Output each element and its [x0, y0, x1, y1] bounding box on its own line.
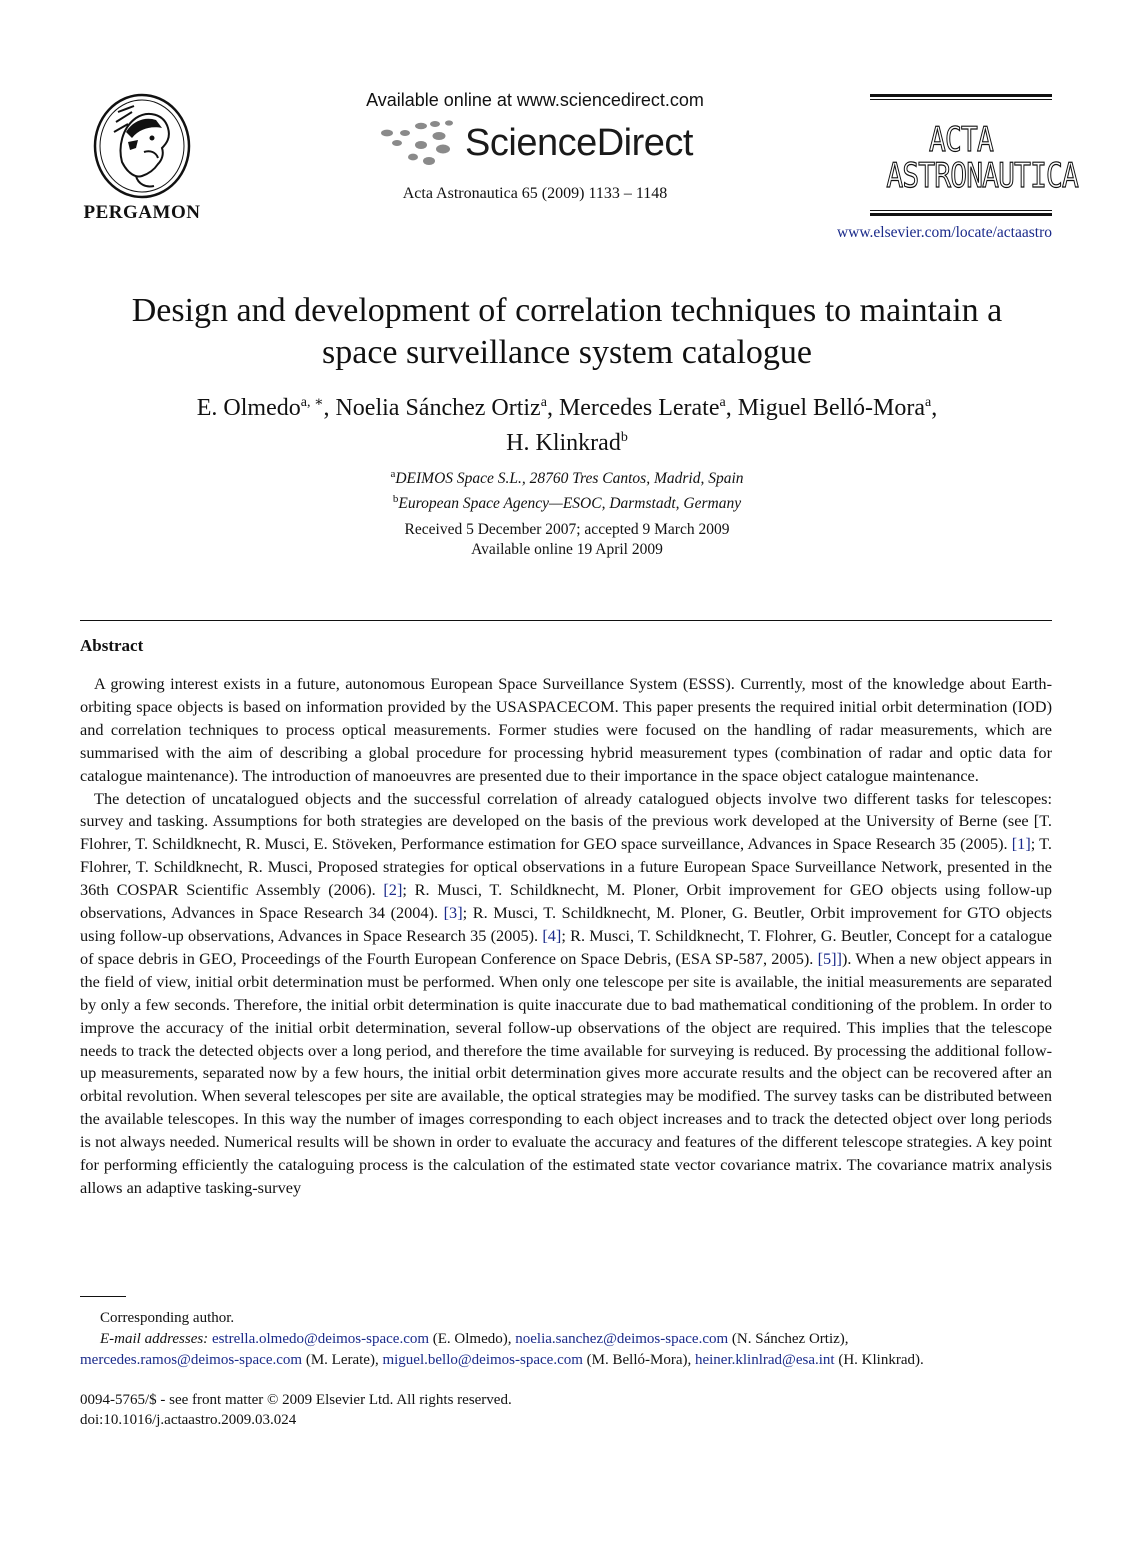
- abstract-paragraph: A growing interest exists in a future, autonomous European Space Surveillance System (ESSS). Currently, most of the knowledge about Earth-orbiting space objects is based on information provided by the USASPACECOM. This paper presents the required initial orbit determination (IOD) and correlation techniques to process optical measurements. Former studies were focused on the handling of radar measurements, which are summarised with the aim of describing a global procedure for processing hybrid measurement types (combination of radar and optic data for catalogue maintenance). The introduction of manoeuvres are presented due to their importance in the space object catalogue maintenance.: [80, 674, 1052, 785]
- logo-rule: [870, 213, 1052, 216]
- footnote-rule: [80, 1296, 126, 1297]
- online-date: Available online 19 April 2009: [471, 541, 663, 558]
- abstract-body: [80, 673, 1052, 1200]
- reference-link[interactable]: [1]: [1011, 834, 1031, 854]
- author-name: E. Olmedo: [196, 395, 301, 421]
- logo-rule: [870, 210, 1052, 211]
- publisher-logo: [80, 92, 204, 224]
- sciencedirect-wordmark: ScienceDirect: [465, 121, 693, 164]
- reference-link[interactable]: [2]: [383, 880, 403, 900]
- title-line: space surveillance system catalogue: [322, 334, 812, 371]
- logo-rule: [870, 94, 1052, 97]
- copyright-block: [80, 1390, 1052, 1430]
- sciencedirect-dots-icon: [377, 119, 459, 167]
- author-list: E. Olmedo$^{a, ∗}$, Noelia Sánchez Ortiz$^a$, Mercedes Lerate$^a$, Miguel Belló-Mora$^a$, H. Klinkrad$^b$: [196, 395, 938, 456]
- affiliations: [60, 464, 1074, 514]
- abstract-paragraph: The detection of uncatalogued objects and the successful correlation of already catalogued objects involve two different tasks for telescopes: survey and tasking. Assumptions for both strategies are developed on the basis of the previous work developed at the University of Berne (see [T. Flohrer, T. Schildknecht, R. Musci, E. Stöveken, Performance estimation for GEO space surveillance, Advances in Space Research 35 (2005). [1]; T. Flohrer, T. Schildknecht, R. Musci, Proposed strategies for optical observations in a future European Space Surveillance Network, presented in the 36th COSPAR Scientific Assembly (2006). [2]; R. Musci, T. Schildknecht, M. Ploner, Orbit improvement for GEO objects using follow-up observations, Advances in Space Research 34 (2004). [3]; R. Musci, T. Schildknecht, M. Ploner, G. Beutler, Orbit improvement for GTO objects using follow-up observations, Advances in Space Research 35 (2005). [4]; R. Musci, T. Schildknecht, T. Flohrer, G. Beutler, Concept for a catalogue of space debris in GEO, Proceedings of the Fourth European Conference on Space Debris, (ESA SP-587, 2005). [5]]). When a new object appears in the field of view, initial orbit determination must be performed. When only one telescope per site is available, the initial measurements are separated by only a few seconds. Therefore, the initial orbit determination is quite inaccurate due to bad mathematical conditioning of the problem. In order to improve the accuracy of the initial orbit determination, several follow-up observations of the object are required. This implies that the telescope needs to track the detected objects over a long period, and therefore the time available for surveying is reduced. By processing the additional follow-up measurements, separated now by a few hours, the initial orbit determination gives more accurate results and the object can be recovered after an orbital revolution. When several telescopes per site are available, the optical strategies may be modified. The survey tasks can be distributed between the available telescopes. In this way the number of images corresponding to each object increases and to track the detected object over long periods is not always needed. Numerical results will be shown in order to evaluate the accuracy and features of the different telescope strategies. A key point for performing efficiently the cataloguing process is the calculation of the estimated state vector covariance matrix. The covariance matrix analysis allows an adaptive tasking-survey: [80, 788, 1053, 1197]
- author-name: Noelia Sánchez Ortiz: [335, 395, 541, 421]
- reference-link[interactable]: [3]: [443, 903, 463, 923]
- reference-link[interactable]: [4]: [542, 925, 562, 945]
- footnotes: [80, 1308, 1052, 1371]
- email-link[interactable]: noelia.sanchez@deimos-space.com: [515, 1331, 729, 1347]
- corresponding-author-note: Corresponding author.: [100, 1310, 235, 1326]
- received-date: Received 5 December 2007; accepted 9 March 2009: [404, 521, 730, 538]
- doi: doi:10.1016/j.actaastro.2009.03.024: [80, 1412, 297, 1428]
- paper-title: [60, 290, 1074, 374]
- email-label: E-mail addresses:: [100, 1331, 209, 1347]
- abstract-heading: Abstract: [80, 636, 144, 655]
- logo-rule: [870, 99, 1052, 100]
- affiliation-text: European Space Agency—ESOC, Darmstadt, Germany: [398, 495, 742, 513]
- affiliation-mark: a: [390, 468, 396, 480]
- journal-logo: [870, 92, 1078, 218]
- article-history: [60, 520, 1074, 560]
- publisher-name: PERGAMON: [83, 202, 201, 223]
- divider: [80, 620, 1052, 621]
- available-online-text: Available online at www.sciencedirect.com: [366, 90, 704, 110]
- journal-citation: Acta Astronautica 65 (2009) 1133 – 1148: [402, 185, 668, 202]
- author-name: H. Klinkrad: [506, 430, 621, 456]
- journal-url[interactable]: www.elsevier.com/locate/actaastro: [836, 224, 1052, 241]
- title-line: Design and development of correlation techniques to maintain a: [131, 292, 1003, 329]
- email-link[interactable]: mercedes.ramos@deimos-space.com: [80, 1352, 303, 1368]
- pergamon-emblem-icon: [92, 92, 192, 200]
- author-affiliation-mark: a: [540, 395, 547, 410]
- affiliation: [60, 464, 1074, 489]
- reference-link[interactable]: [5]]: [817, 948, 842, 968]
- email-addresses-cont: mercedes.ramos@deimos-space.com (M. Lerate), miguel.bello@deimos-space.com (M. Belló-Mora), heiner.klinlrad@esa.int (H. Klinkrad).: [80, 1352, 924, 1368]
- sciencedirect-logo: [340, 115, 730, 171]
- author-affiliation-mark: a: [719, 395, 726, 410]
- journal-url-link[interactable]: [780, 224, 1052, 242]
- author-name: Miguel Belló-Mora: [737, 395, 926, 421]
- author-name: Mercedes Lerate: [558, 395, 720, 421]
- author-affiliation-mark: a: [925, 395, 932, 410]
- author-affiliation-mark: b: [620, 430, 628, 445]
- email-addresses: E-mail addresses: estrella.olmedo@deimos-space.com (E. Olmedo), noelia.sanchez@deimos-space.com (N. Sánchez Ortiz),: [100, 1331, 849, 1347]
- journal-logo-word: ACTA: [929, 120, 993, 160]
- copyright-line: 0094-5765/$ - see front matter © 2009 Elsevier Ltd. All rights reserved.: [80, 1392, 512, 1408]
- affiliation-text: DEIMOS Space S.L., 28760 Tres Cantos, Madrid, Spain: [395, 470, 744, 488]
- email-link[interactable]: estrella.olmedo@deimos-space.com: [211, 1331, 430, 1347]
- sciencedirect-header: [340, 90, 730, 203]
- author-affiliation-mark[interactable]: a, ∗: [300, 395, 324, 410]
- email-link[interactable]: miguel.bello@deimos-space.com: [382, 1352, 583, 1368]
- affiliation: [60, 489, 1074, 514]
- journal-logo-word: ASTRONAUTICA: [886, 156, 1078, 196]
- affiliation-mark: b: [392, 493, 399, 506]
- email-link[interactable]: heiner.klinlrad@esa.int: [694, 1352, 835, 1368]
